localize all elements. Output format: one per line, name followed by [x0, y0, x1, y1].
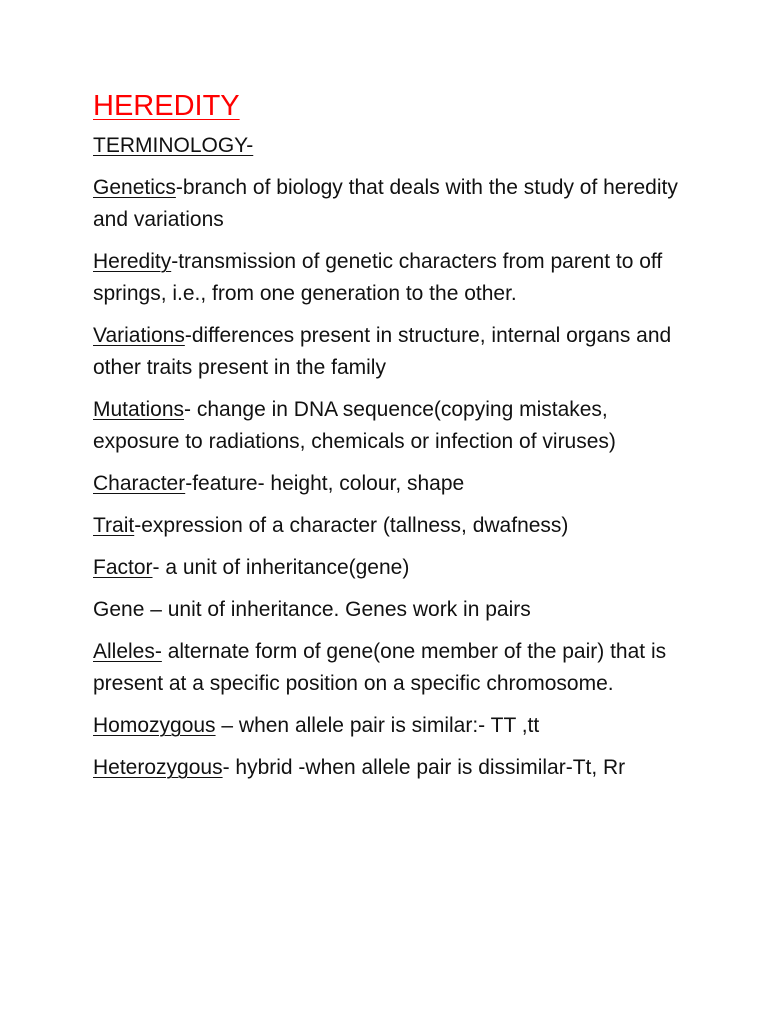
definition-text: - a unit of inheritance(gene): [152, 556, 410, 579]
definition-variations: [93, 320, 683, 384]
definition-heredity: [93, 246, 683, 310]
definition-mutations: [93, 394, 683, 458]
document-title: HEREDITY: [93, 90, 240, 122]
definition-text: -expression of a character (tallness, dwafness): [134, 514, 569, 537]
definition-alleles: [93, 636, 683, 700]
section-heading: TERMINOLOGY-: [93, 134, 254, 157]
definition-character: [93, 468, 683, 500]
definition-text: - change in DNA sequence(copying mistakes, exposure to radiations, chemicals or infection of viruses): [93, 398, 616, 453]
definition-heterozygous: [93, 752, 683, 784]
term-heterozygous: Heterozygous: [93, 756, 223, 779]
term-alleles: Alleles-: [93, 640, 162, 663]
definition-trait: [93, 510, 683, 542]
term-character: Character: [93, 472, 186, 495]
definition-text: Gene – unit of inheritance. Genes work in pairs: [93, 598, 531, 621]
definition-factor: [93, 552, 683, 584]
term-variations: Variations: [93, 324, 185, 347]
term-mutations: Mutations: [93, 398, 185, 421]
definition-text: -feature- height, colour, shape: [185, 472, 465, 495]
definition-text: alternate form of gene(one member of the pair) that is present at a specific position on a specific chromosome.: [93, 640, 667, 695]
term-genetics: Genetics: [93, 176, 176, 199]
term-heredity: Heredity: [93, 250, 172, 273]
document-content: [93, 86, 683, 794]
definition-text: – when allele pair is similar:- TT ,tt: [215, 714, 540, 737]
definition-gene: [93, 594, 683, 626]
definition-homozygous: [93, 710, 683, 742]
term-factor: Factor: [93, 556, 153, 579]
definition-genetics: [93, 172, 683, 236]
definition-text: -branch of biology that deals with the study of heredity and variations: [93, 176, 678, 231]
term-trait: Trait: [93, 514, 135, 537]
definition-text: -transmission of genetic characters from parent to off springs, i.e., from one generation to the other.: [93, 250, 663, 305]
definition-text: - hybrid -when allele pair is dissimilar-Tt, Rr: [222, 756, 626, 779]
definition-text: -differences present in structure, internal organs and other traits present in the family: [93, 324, 672, 379]
term-homozygous: Homozygous: [93, 714, 216, 737]
